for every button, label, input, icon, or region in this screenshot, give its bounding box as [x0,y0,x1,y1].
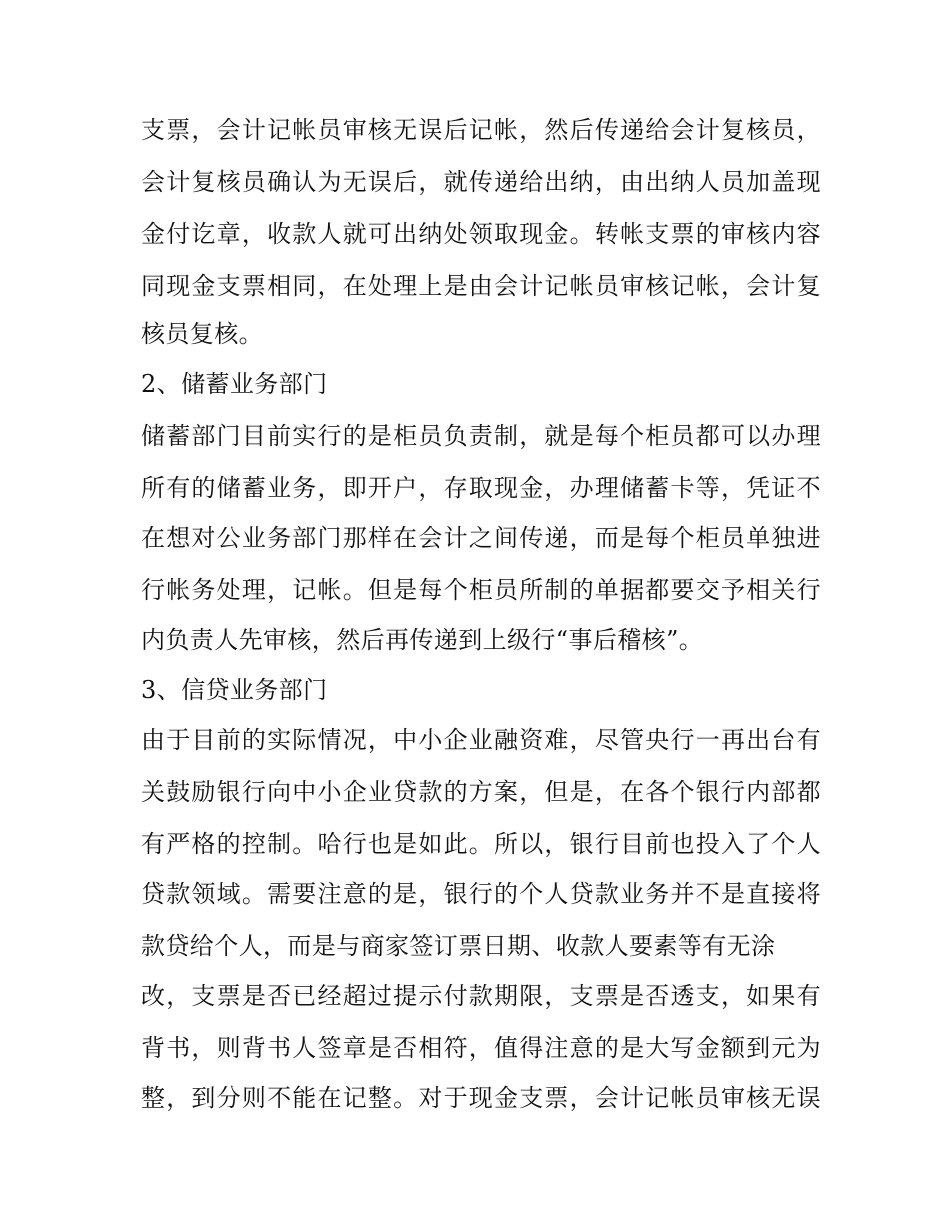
body-text-line: 由于目前的实际情况，中小企业融资难，尽管央行一再出台有 [141,726,821,754]
body-text-line: 会计复核员确认为无误后，就传递给出纳，由出纳人员加盖现 [141,168,821,196]
body-text-line: 同现金支票相同，在处理上是由会计记帐员审核记帐，会计复 [141,272,821,300]
body-text-line: 整，到分则不能在记整。对于现金支票，会计记帐员审核无误 [141,1084,821,1112]
body-text-line: 支票，会计记帐员审核无误后记帐，然后传递给会计复核员， [141,116,821,144]
body-text-line: 核员复核。 [141,320,263,348]
body-text-line: 贷款领域。需要注意的是，银行的个人贷款业务并不是直接将 [141,880,821,908]
section-heading-credit: 3、信贷业务部门 [141,676,328,704]
body-text-line: 改，支票是否已经超过提示付款期限，支票是否透支，如果有 [141,982,821,1010]
body-text-line: 储蓄部门目前实行的是柜员负责制，就是每个柜员都可以办理 [141,422,821,450]
body-text-line: 有严格的控制。哈行也是如此。所以，银行目前也投入了个人 [141,830,821,858]
body-text-line: 金付讫章，收款人就可出纳处领取现金。转帐支票的审核内容 [141,220,821,248]
body-text-line: 行帐务处理，记帐。但是每个柜员所制的单据都要交予相关行 [141,576,821,604]
body-text-line: 关鼓励银行向中小企业贷款的方案，但是，在各个银行内部都 [141,778,821,806]
body-text-line: 内负责人先审核，然后再传递到上级行“事后稽核”。 [141,626,704,654]
body-text-line: 在想对公业务部门那样在会计之间传递，而是每个柜员单独进 [141,524,821,552]
body-text-line: 背书，则背书人签章是否相符，值得注意的是大写金额到元为 [141,1034,821,1062]
body-text-line: 款贷给个人，而是与商家签订票日期、收款人要素等有无涂 [141,932,776,960]
section-heading-savings: 2、储蓄业务部门 [141,370,328,398]
body-text-line: 所有的储蓄业务，即开户，存取现金，办理储蓄卡等，凭证不 [141,474,821,502]
